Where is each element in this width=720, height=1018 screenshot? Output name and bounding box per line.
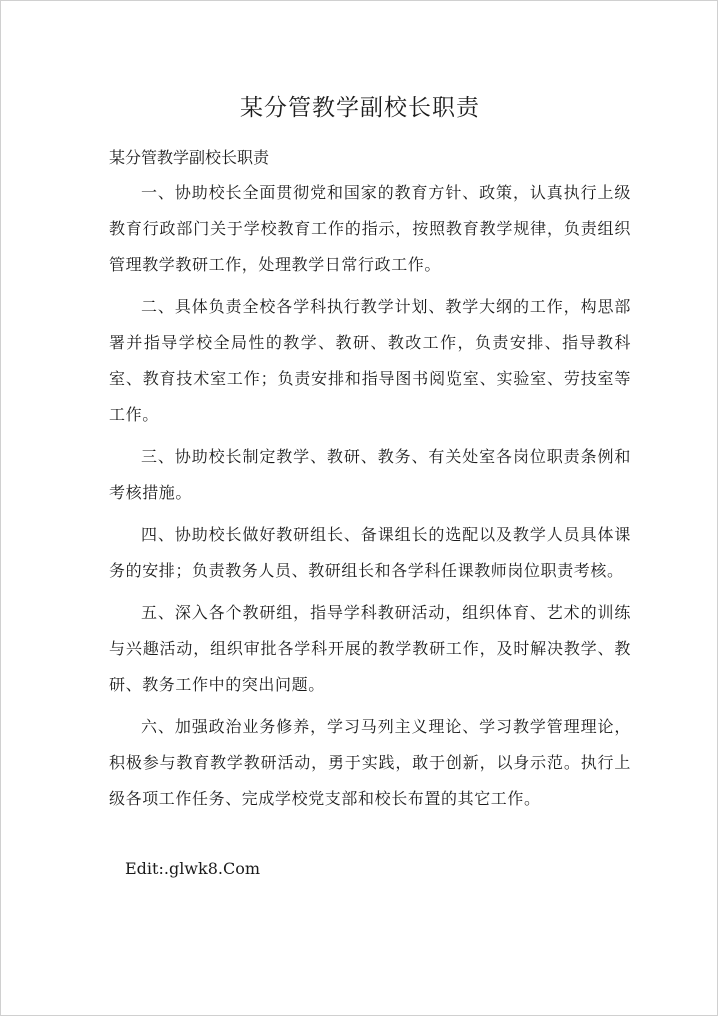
paragraph-2: 二、具体负责全校各学科执行教学计划、教学大纲的工作，构思部署并指导学校全局性的教学、教研、教改工作，负责安排、指导教科室、教育技术室工作；负责安排和指导图书阅览室、实验室、劳技室等工作。	[109, 297, 631, 424]
document-title: 某分管教学副校长职责	[240, 95, 480, 121]
document-body	[109, 175, 631, 823]
document-subtitle: 某分管教学副校长职责	[109, 148, 270, 167]
paragraph-1: 一、协助校长全面贯彻党和国家的教育方针、政策，认真执行上级教育行政部门关于学校教育工作的指示，按照教育教学规律，负责组织管理教学教研工作，处理教学日常行政工作。	[109, 183, 631, 274]
paragraph-5: 五、深入各个教研组，指导学科教研活动，组织体育、艺术的训练与兴趣活动，组织审批各学科开展的教学教研工作，及时解决教学、教研、教务工作中的突出问题。	[109, 603, 631, 694]
footer-text: Edit:.glwk8.Com	[125, 859, 261, 878]
paragraph-6: 六、加强政治业务修养，学习马列主义理论、学习教学管理理论，积极参与教育教学教研活动，勇于实践，敢于创新，以身示范。执行上级各项工作任务、完成学校党支部和校长布置的其它工作。	[109, 717, 631, 808]
paragraph-3: 三、协助校长制定教学、教研、教务、有关处室各岗位职责条例和考核措施。	[109, 447, 631, 502]
paragraph-4: 四、协助校长做好教研组长、备课组长的选配以及教学人员具体课务的安排；负责教务人员、教研组长和各学科任课教师岗位职责考核。	[109, 525, 631, 580]
